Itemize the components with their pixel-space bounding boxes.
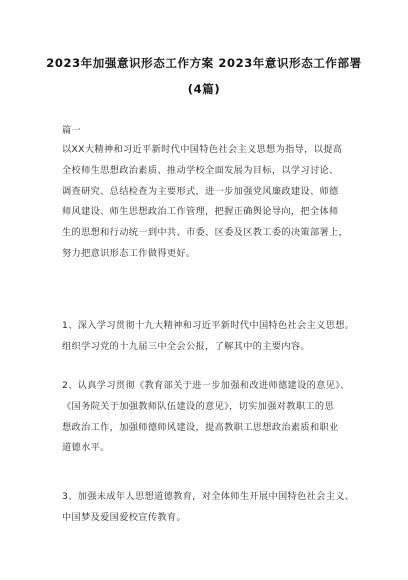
document-title-line-1: 2023年加强意识形态工作方案 2023年意识形态工作部署 xyxy=(46,56,362,70)
paragraph-line: 想政治工作，加强师德师风建设，提高教职工思想政治素质和职业 xyxy=(62,421,339,433)
paragraph-line: 2、认真学习贯彻《教育部关于进一步加强和改进师德建设的意见》、 xyxy=(62,380,350,391)
paragraph-line: 组织学习党的十九届三中全会公报，了解其中的主要内容。 xyxy=(62,340,310,352)
paragraph-line: 努力把意识形态工作做得更好。 xyxy=(62,247,196,259)
paragraph-item-3 xyxy=(62,487,358,529)
paragraph-line: 调查研究、总结检查为主要形式，进一步加强党风廉政建设、师德 xyxy=(62,185,339,197)
paragraph-line: 道德水平。 xyxy=(62,442,110,454)
paragraph-line: 《国务院关于加强教师队伍建设的意见》，切实加强对教职工的思 xyxy=(62,400,334,412)
paragraph-intro xyxy=(62,140,358,265)
section-label: 篇一 xyxy=(62,125,82,136)
paragraph-item-2 xyxy=(62,376,358,459)
paragraph-line: 中国梦及爱国爱校宣传教育。 xyxy=(62,511,186,523)
paragraph-line: 1、深入学习贯彻十九大精神和习近平新时代中国特色社会主义思想。 xyxy=(62,320,355,331)
document-title-line-2: (4篇) xyxy=(187,82,221,96)
paragraph-line: 生的思想和行动统一到中共、市委、区委及区教工委的决策部署上， xyxy=(62,227,349,239)
paragraph-item-1 xyxy=(62,316,358,358)
paragraph-line: 师风建设、师生思想政治工作管理，把握正确舆论导向，把全体师 xyxy=(62,206,339,218)
paragraph-line: 3、加强未成年人思想道德教育，对全体师生开展中国特色社会主义、 xyxy=(62,491,355,502)
paragraph-line: 以XX大精神和习近平新时代中国特色社会主义思想为指导，以提高 xyxy=(62,144,343,155)
paragraph-line: 全校师生思想政治素质、推动学校全面发展为目标，以学习讨论、 xyxy=(62,164,339,176)
